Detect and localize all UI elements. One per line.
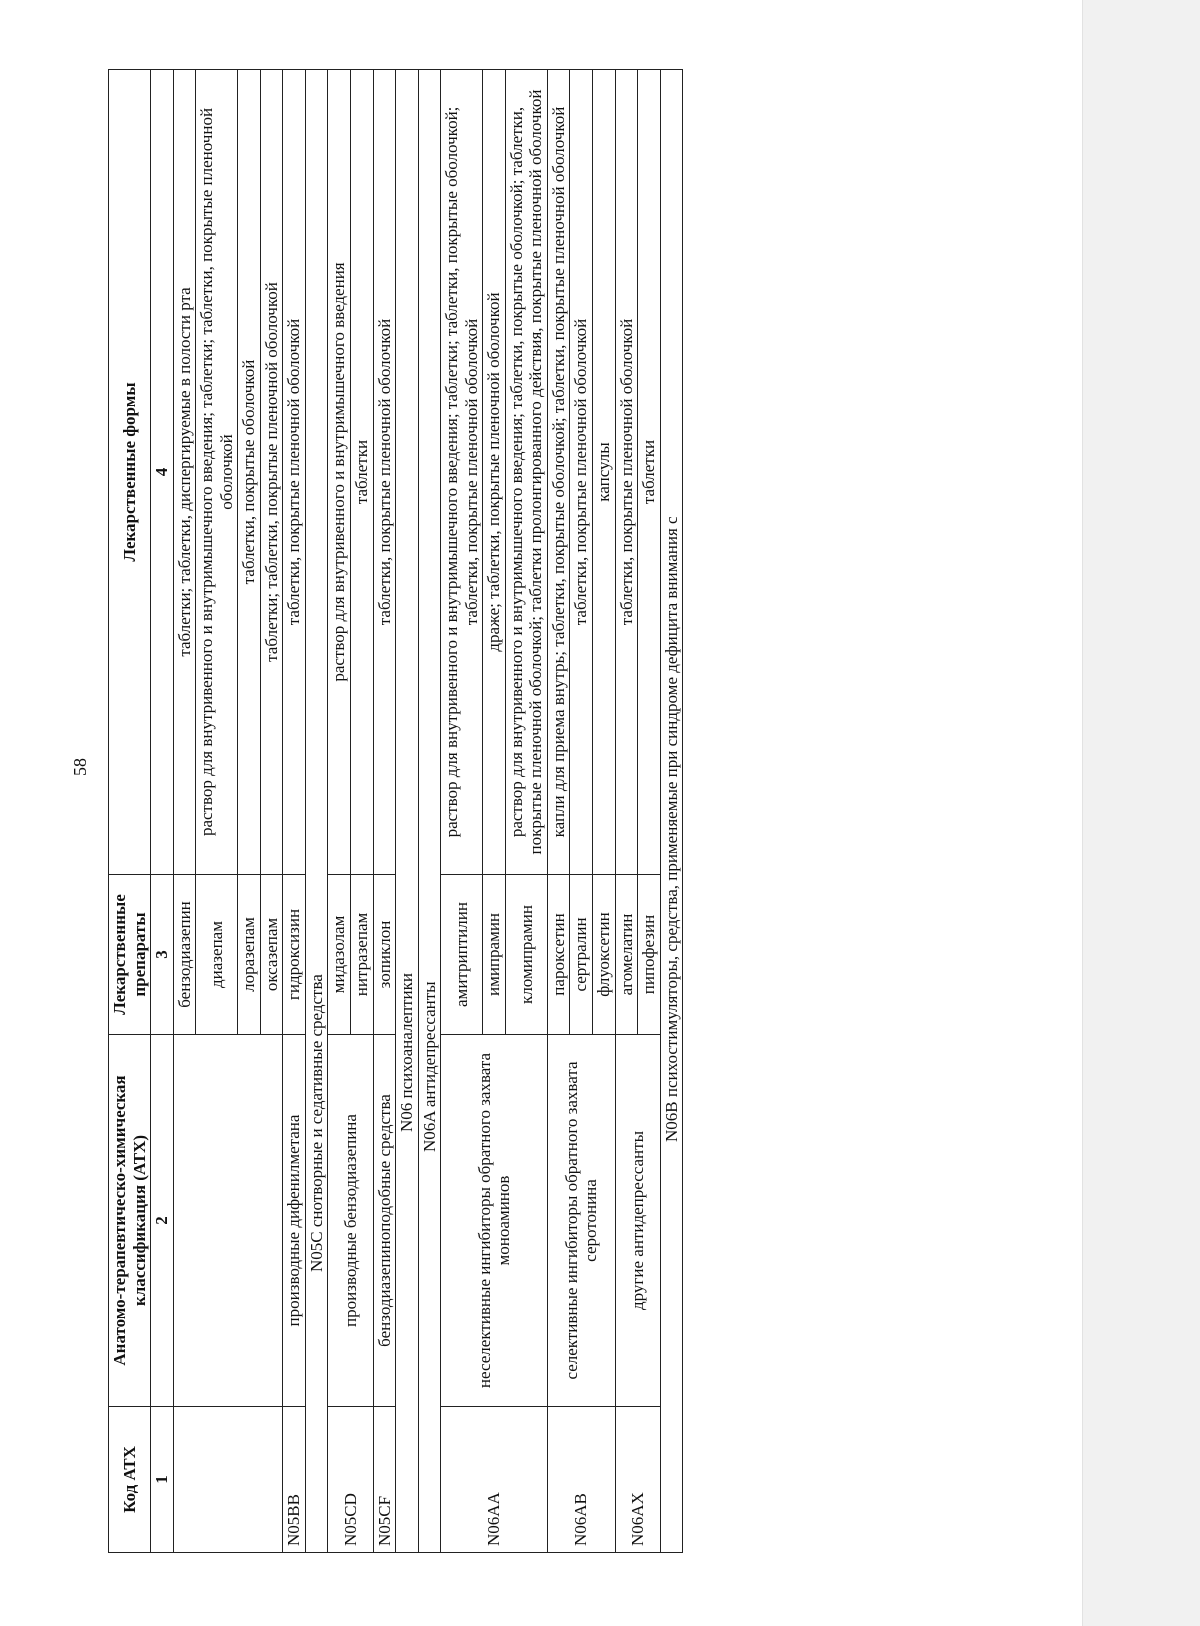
atc-class: производные бензодиазепина	[328, 1035, 373, 1407]
dosage-forms: таблетки, покрытые оболочкой	[238, 70, 261, 875]
drug-name: имипрамин	[483, 875, 506, 1035]
drug-name: сертралин	[570, 875, 593, 1035]
drug-name: нитразепам	[351, 875, 374, 1035]
atc-code: N05CF	[373, 1407, 396, 1553]
atc-code	[173, 1407, 283, 1553]
drug-name: пароксетин	[547, 875, 570, 1035]
rotated-page	[108, 70, 1018, 1553]
page-number: 58	[70, 758, 90, 776]
column-number: 1	[151, 1407, 174, 1553]
group-row	[396, 70, 419, 1553]
atc-code: N05CD	[328, 1407, 373, 1553]
group-row	[418, 70, 441, 1553]
atc-code: N06AX	[615, 1407, 660, 1553]
scan-margin	[1082, 0, 1200, 1626]
drug-name: пипофезин	[638, 875, 661, 1035]
atc-code: N06AB	[547, 1407, 615, 1553]
header-code: Код АТХ	[109, 1407, 151, 1553]
dosage-forms: таблетки	[638, 70, 661, 875]
table-row	[441, 70, 483, 1553]
table-row	[615, 70, 638, 1553]
atc-class: другие антидепрессанты	[615, 1035, 660, 1407]
group-row	[660, 70, 683, 1553]
dosage-forms: капсулы	[593, 70, 616, 875]
table-header-row	[109, 70, 151, 1553]
column-number-row	[151, 70, 174, 1553]
dosage-forms: таблетки, покрытые пленочной оболочкой	[570, 70, 593, 875]
header-classification: Анатомо-терапевтическо-химическая классификация (АТХ)	[109, 1035, 151, 1407]
drug-name: зопиклон	[373, 875, 396, 1035]
table-row	[328, 70, 351, 1553]
drug-name: оксазепам	[260, 875, 283, 1035]
dosage-forms: раствор для внутривенного и внутримышечного введения	[328, 70, 351, 875]
atc-class: неселективные ингибиторы обратного захвата моноаминов	[441, 1035, 548, 1407]
dosage-forms: раствор для внутривенного и внутримышечного введения; таблетки, покрытые оболочкой; таблетки, покрытые пленочной оболочкой; таблетки пролонгированного действия, покрытые пленочной оболочкой	[505, 70, 547, 875]
atc-class: бензодиазепиноподобные средства	[373, 1035, 396, 1407]
column-number: 4	[151, 70, 174, 875]
dosage-forms: таблетки; таблетки, диспергируемые в полости рта	[173, 70, 196, 875]
atc-class: производные дифенилметана	[283, 1035, 306, 1407]
table-row	[283, 70, 306, 1553]
dosage-forms: таблетки, покрытые пленочной оболочкой	[283, 70, 306, 875]
group-heading: N06B психостимуляторы, средства, применяемые при синдроме дефицита внимания с	[660, 70, 683, 1553]
drug-name: лоразепам	[238, 875, 261, 1035]
header-drugs: Лекарственные препараты	[109, 875, 151, 1035]
drug-name: кломипрамин	[505, 875, 547, 1035]
dosage-forms: раствор для внутривенного и внутримышечного введения; таблетки; таблетки, покрытые пленочной оболочкой	[196, 70, 238, 875]
dosage-forms: драже; таблетки, покрытые пленочной оболочкой	[483, 70, 506, 875]
atc-code: N05BB	[283, 1407, 306, 1553]
drug-name: бензодиазепин	[173, 875, 196, 1035]
group-heading: N06A антидепрессанты	[418, 70, 441, 1553]
drug-name: гидроксизин	[283, 875, 306, 1035]
atc-class: селективные ингибиторы обратного захвата серотонина	[547, 1035, 615, 1407]
dosage-forms: таблетки; таблетки, покрытые пленочной оболочкой	[260, 70, 283, 875]
dosage-forms: раствор для внутривенного и внутримышечного введения; таблетки; таблетки, покрытые оболочкой; таблетки, покрытые пленочной оболочкой	[441, 70, 483, 875]
table-row	[547, 70, 570, 1553]
table-row	[173, 70, 196, 1553]
atc-class	[173, 1035, 283, 1407]
group-heading: N05C снотворные и седативные средства	[305, 70, 328, 1553]
drug-name: флуоксетин	[593, 875, 616, 1035]
header-forms: Лекарственные формы	[109, 70, 151, 875]
drug-name: мидазолам	[328, 875, 351, 1035]
column-number: 2	[151, 1035, 174, 1407]
dosage-forms: капли для приема внутрь; таблетки, покрытые оболочкой; таблетки, покрытые пленочной оболочкой	[547, 70, 570, 875]
drug-name: диазепам	[196, 875, 238, 1035]
atc-code: N06AA	[441, 1407, 548, 1553]
table-row	[373, 70, 396, 1553]
dosage-forms: таблетки	[351, 70, 374, 875]
drug-name: агомелатин	[615, 875, 638, 1035]
group-heading: N06 психоаналептики	[396, 70, 419, 1553]
dosage-forms: таблетки, покрытые пленочной оболочкой	[615, 70, 638, 875]
dosage-forms: таблетки, покрытые пленочной оболочкой	[373, 70, 396, 875]
atc-table	[108, 69, 683, 1553]
group-row	[305, 70, 328, 1553]
column-number: 3	[151, 875, 174, 1035]
drug-name: амитриптилин	[441, 875, 483, 1035]
